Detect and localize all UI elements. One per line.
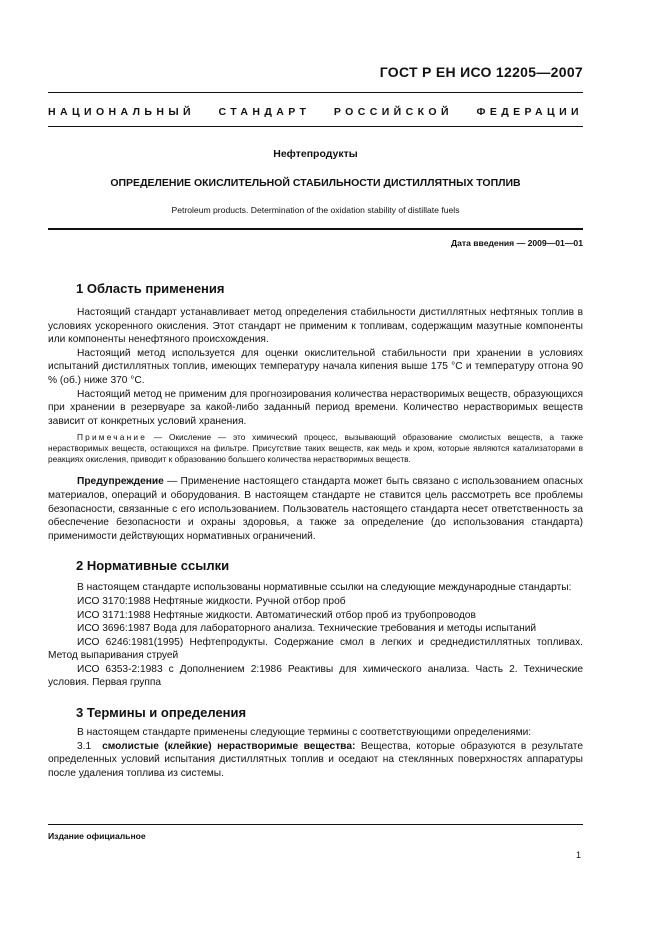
banner-word: НАЦИОНАЛЬНЫЙ (48, 106, 195, 118)
document-body (48, 280, 583, 780)
normative-reference: ИСО 6353-2:1983 с Дополнением 2:1986 Реактивы для химического анализа. Часть 2. Технические условия. Первая группа (48, 663, 583, 689)
section-1-heading: 1 Область применения (76, 281, 225, 296)
warning-label: Предупреждение (77, 476, 164, 488)
footer-divider (48, 824, 583, 825)
note-text: — Окисление — это химический процесс, вызывающий образование смолистых веществ, а также нерастворимых веществ, остающихся на фильтре. Присутствие таких веществ, как медь и хром, которые являются катализаторами в реакциях окисления, приводит к образованию большего количества нерастворимых веществ. (48, 432, 583, 465)
normative-reference: ИСО 3171:1988 Нефтяные жидкости. Автоматический отбор проб из трубопроводов (77, 609, 476, 621)
section-1-paragraph: Настоящий стандарт устанавливает метод определения стабильности дистиллятных нефтяных топлив в условиях ускоренного окисления. Этот стандарт не применим к топливам, содержащим мазутные компоненты или компоненты ненефтяного происхождения. (48, 307, 583, 346)
section-3-heading: 3 Термины и определения (76, 705, 247, 721)
term-definition (48, 740, 583, 781)
section-2-intro: В настоящем стандарте использованы нормативные ссылки на следующие международные стандарты: (77, 582, 572, 594)
warning-text: — Применение настоящего стандарта может быть связано с использованием опасных материалов, операций и оборудования. В настоящем стандарте не ставится цель рассмотреть все проблемы безопасности, связанные с его использованием. Пользователь настоящего стандарта несет ответственность за обеспечение безопасности и охраны здоровья, а также за определение (до использования стандарта) применимости действующих нормативных ограничений. (48, 476, 583, 542)
warning-paragraph (48, 475, 583, 543)
normative-reference: ИСО 3170:1988 Нефтяные жидкости. Ручной отбор проб (77, 595, 346, 607)
note-label: Примечание (77, 432, 148, 443)
banner-word: РОССИЙСКОЙ (333, 106, 453, 118)
term-number: 3.1 (77, 740, 92, 752)
normative-reference: ИСО 6246:1981(1995) Нефтепродукты. Содержание смол в легких и среднедистиллятных топливах. Метод выпаривания струей (48, 636, 583, 662)
official-edition: Издание официальное (48, 831, 146, 841)
section-1-paragraph: Настоящий метод используется для оценки окислительной стабильности при хранении в условиях испытаний дистиллятных топлив, имеющих температуру начала кипения выше 175 °С и температуру отгона 90 % (об.) ниже 370 °С. (48, 347, 583, 386)
english-title: Petroleum products. Determination of the oxidation stability of distillate fuels (171, 205, 460, 215)
banner-word: ФЕДЕРАЦИИ (476, 106, 583, 118)
introduction-date: Дата введения — 2009—01—01 (450, 238, 583, 248)
definition-text: Вещества, которые образуются в результате определенных условий испытания дистиллятных топлив и оседают на стеклянных поверхностях аппаратуры после удаления топлива из системы. (48, 740, 583, 779)
section-1-paragraph: Настоящий метод не применим для прогнозирования количества нерастворимых веществ, образующихся при хранении в резервуаре за какой-либо заданный период времени. Количество нерастворимых веществ зависит от конкретных условий хранения. (48, 388, 583, 427)
term: смолистые (клейкие) нерастворимые вещества: (102, 740, 356, 752)
page-number: 1 (575, 850, 581, 860)
national-standard-banner (48, 106, 583, 118)
section-2-heading: 2 Нормативные ссылки (76, 558, 230, 574)
title-divider (48, 228, 583, 230)
note (48, 432, 583, 465)
document-title: ОПРЕДЕЛЕНИЕ ОКИСЛИТЕЛЬНОЙ СТАБИЛЬНОСТИ ДИСТИЛЛЯТНЫХ ТОПЛИВ (110, 177, 521, 189)
section-3-intro: В настоящем стандарте применены следующие термины с соответствующими определениями: (77, 727, 532, 739)
normative-reference: ИСО 3696:1987 Вода для лабораторного анализа. Технические требования и методы испытаний (77, 623, 537, 635)
top-divider (48, 92, 583, 93)
document-number: ГОСТ Р ЕН ИСО 12205—2007 (379, 64, 583, 80)
document-subject: Нефтепродукты (273, 148, 358, 160)
banner-divider (48, 126, 583, 127)
banner-word: СТАНДАРТ (218, 106, 311, 118)
